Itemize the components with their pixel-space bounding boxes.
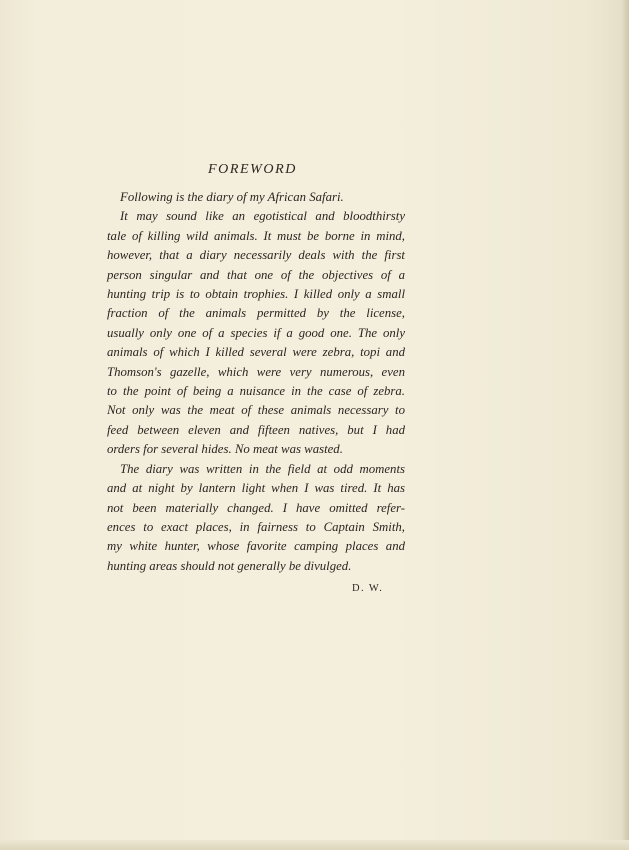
- text-line: Thomson's gazelle, which were very numerous, even: [107, 364, 405, 379]
- text-line: fraction of the animals permitted by the license,: [107, 306, 405, 321]
- foreword-body: [107, 188, 405, 576]
- text-line: animals of which I killed several were zebra, topi and: [107, 345, 405, 360]
- text-line: to the point of being a nuisance in the case of zebra.: [107, 384, 405, 399]
- text-line: hunting trip is to obtain trophies. I killed only a small: [107, 287, 405, 302]
- page-edge-right: [621, 0, 629, 850]
- page-edge-bottom: [0, 840, 629, 850]
- text-line: It may sound like an egotistical and bloodthirsty: [120, 209, 405, 224]
- text-line: hunting areas should not generally be divulged.: [107, 558, 352, 573]
- page-title: FOREWORD: [208, 162, 298, 177]
- text-line: The diary was written in the field at odd moments: [120, 461, 405, 476]
- text-line: and at night by lantern light when I was tired. It has: [107, 481, 405, 496]
- text-line: tale of killing wild animals. It must be borne in mind,: [107, 228, 405, 243]
- signature-initials: D. W.: [352, 583, 384, 594]
- text-line: feed between eleven and fifteen natives, but I had: [107, 422, 405, 437]
- text-line: my white hunter, whose favorite camping places and: [107, 539, 405, 554]
- text-line: orders for several hides. No meat was wasted.: [107, 442, 343, 457]
- text-line: person singular and that one of the objectives of a: [107, 267, 405, 282]
- text-line: however, that a diary necessarily deals with the first: [107, 248, 405, 263]
- text-line: ences to exact places, in fairness to Captain Smith,: [107, 519, 405, 534]
- text-line: Not only was the meat of these animals necessary to: [107, 403, 405, 418]
- text-line: not been materially changed. I have omitted refer-: [107, 500, 405, 515]
- text-line: Following is the diary of my African Safari.: [120, 190, 344, 204]
- text-line: usually only one of a species if a good one. The only: [107, 325, 405, 340]
